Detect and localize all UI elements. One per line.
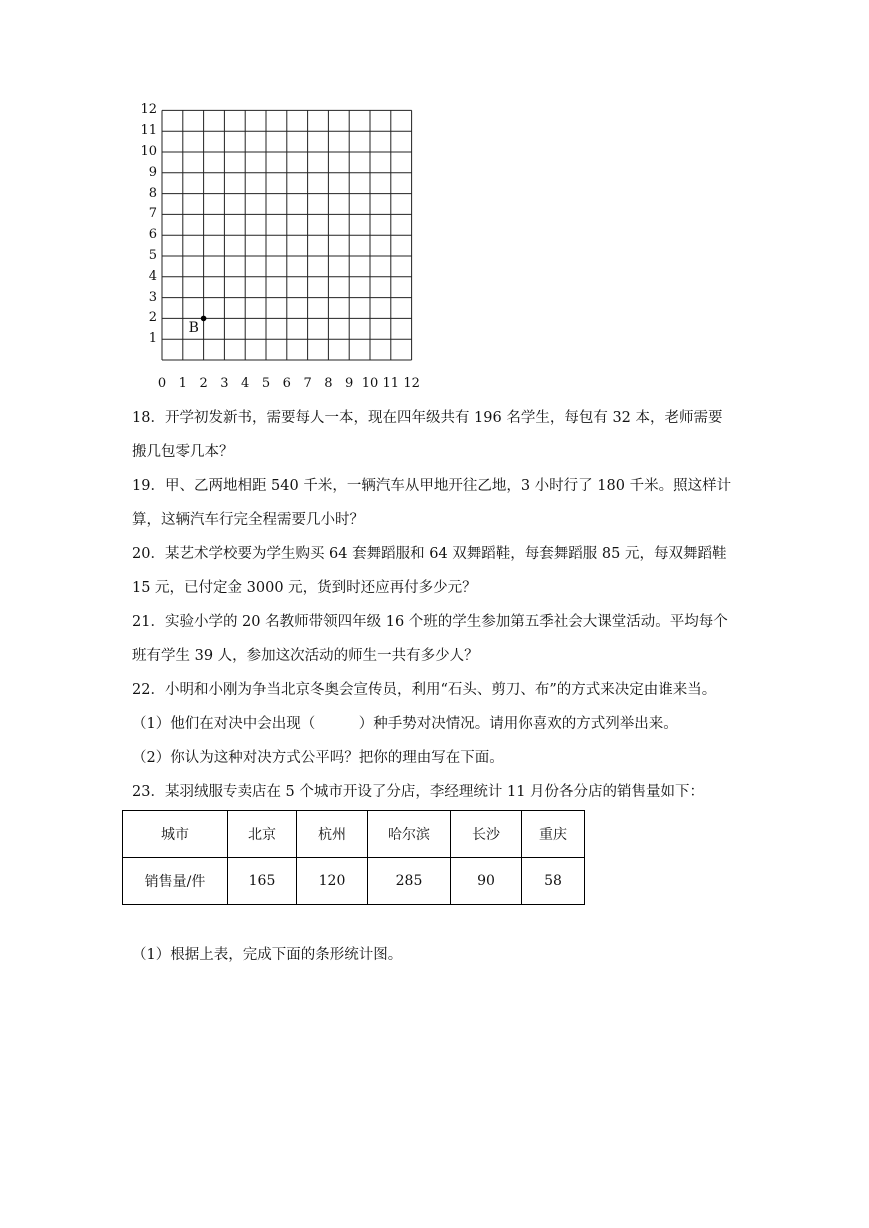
question-18-line2: 搬几包零几本？ xyxy=(132,444,234,460)
x-axis-tick-label: 11 xyxy=(382,376,400,391)
question-22-sub2: （2）你认为这种对决方式公平吗？把你的理由写在下面。 xyxy=(132,750,504,766)
x-axis-tick-label: 2 xyxy=(199,376,208,391)
question-18-line1: 18．开学初发新书，需要每人一本，现在四年级共有 196 名学生，每包有 32 本，老师需要 xyxy=(132,410,723,426)
y-axis-tick-label: 8 xyxy=(148,185,157,201)
table-cell: 城市 xyxy=(123,811,228,858)
table-cell: 北京 xyxy=(228,811,297,858)
question-23-line1: 23．某羽绒服专卖店在 5 个城市开设了分店，李经理统计 11 月份各分店的销售量如下： xyxy=(132,784,705,800)
question-19-line1: 19．甲、乙两地相距 540 千米，一辆汽车从甲地开往乙地，3 小时行了 180 千米。照这样计 xyxy=(132,478,732,494)
x-axis-tick-label: 4 xyxy=(241,376,250,391)
y-axis-tick-label: 4 xyxy=(148,268,157,284)
table-cell: 58 xyxy=(522,858,585,905)
question-20-line1: 20．某艺术学校要为学生购买 64 套舞蹈服和 64 双舞蹈鞋，每套舞蹈服 85 元，每双舞蹈鞋 xyxy=(132,546,727,562)
table-cell: 杭州 xyxy=(297,811,368,858)
table-cell: 90 xyxy=(451,858,522,905)
question-22-sub1: （1）他们在对决中会出现（ ）种手势对决情况。请用你喜欢的方式列举出来。 xyxy=(132,716,678,732)
y-axis-tick-label: 12 xyxy=(140,102,157,118)
point-b-label: B xyxy=(188,320,199,337)
x-axis-tick-label: 12 xyxy=(403,376,420,391)
table-cell: 165 xyxy=(228,858,297,905)
y-axis-tick-label: 6 xyxy=(148,227,157,243)
x-axis-tick-label: 5 xyxy=(261,376,271,391)
y-axis-tick-label: 1 xyxy=(148,331,157,347)
y-axis-tick-label: 5 xyxy=(148,248,157,263)
grid-svg xyxy=(0,0,869,400)
y-axis-tick-label: 3 xyxy=(148,289,157,305)
x-axis-tick-label: 8 xyxy=(324,376,333,391)
table-cell: 重庆 xyxy=(522,811,585,858)
y-axis-tick-label: 7 xyxy=(148,206,157,222)
sales-table xyxy=(122,810,585,905)
y-axis-tick-label: 2 xyxy=(148,310,157,326)
question-20-line2: 15 元，已付定金 3000 元，货到时还应再付多少元？ xyxy=(132,580,477,596)
table-cell: 长沙 xyxy=(451,811,522,858)
x-axis-tick-label: 0 xyxy=(157,376,167,391)
table-cell: 哈尔滨 xyxy=(368,811,451,858)
question-22-line1: 22．小明和小刚为争当北京冬奥会宣传员，利用“石头、剪刀、布”的方式来决定由谁来当。 xyxy=(132,682,717,698)
x-axis-tick-label: 7 xyxy=(303,376,312,391)
x-axis-tick-label: 1 xyxy=(178,376,187,391)
question-21-line1: 21．实验小学的 20 名教师带领四年级 16 个班的学生参加第五季社会大课堂活动。平均每个 xyxy=(132,614,728,630)
x-axis-tick-label: 9 xyxy=(345,376,354,391)
x-axis-tick-label: 3 xyxy=(220,376,229,391)
table-cell: 285 xyxy=(368,858,451,905)
table-cell: 120 xyxy=(297,858,368,905)
y-axis-tick-label: 10 xyxy=(140,144,157,159)
question-23-sub1: （1）根据上表，完成下面的条形统计图。 xyxy=(132,947,403,963)
x-axis-tick-label: 6 xyxy=(282,376,291,391)
y-axis-tick-label: 9 xyxy=(148,164,157,180)
y-axis-tick-label: 11 xyxy=(140,123,157,139)
table-cell: 销售量/件 xyxy=(123,858,228,905)
question-19-line2: 算，这辆汽车行完全程需要几小时？ xyxy=(132,512,364,528)
question-21-line2: 班有学生 39 人，参加这次活动的师生一共有多少人？ xyxy=(132,648,479,664)
table-header-row xyxy=(123,811,585,858)
x-axis-tick-label: 10 xyxy=(361,376,379,391)
point-b-dot xyxy=(201,316,207,322)
table-row xyxy=(123,858,585,905)
grid-lines xyxy=(162,110,412,360)
